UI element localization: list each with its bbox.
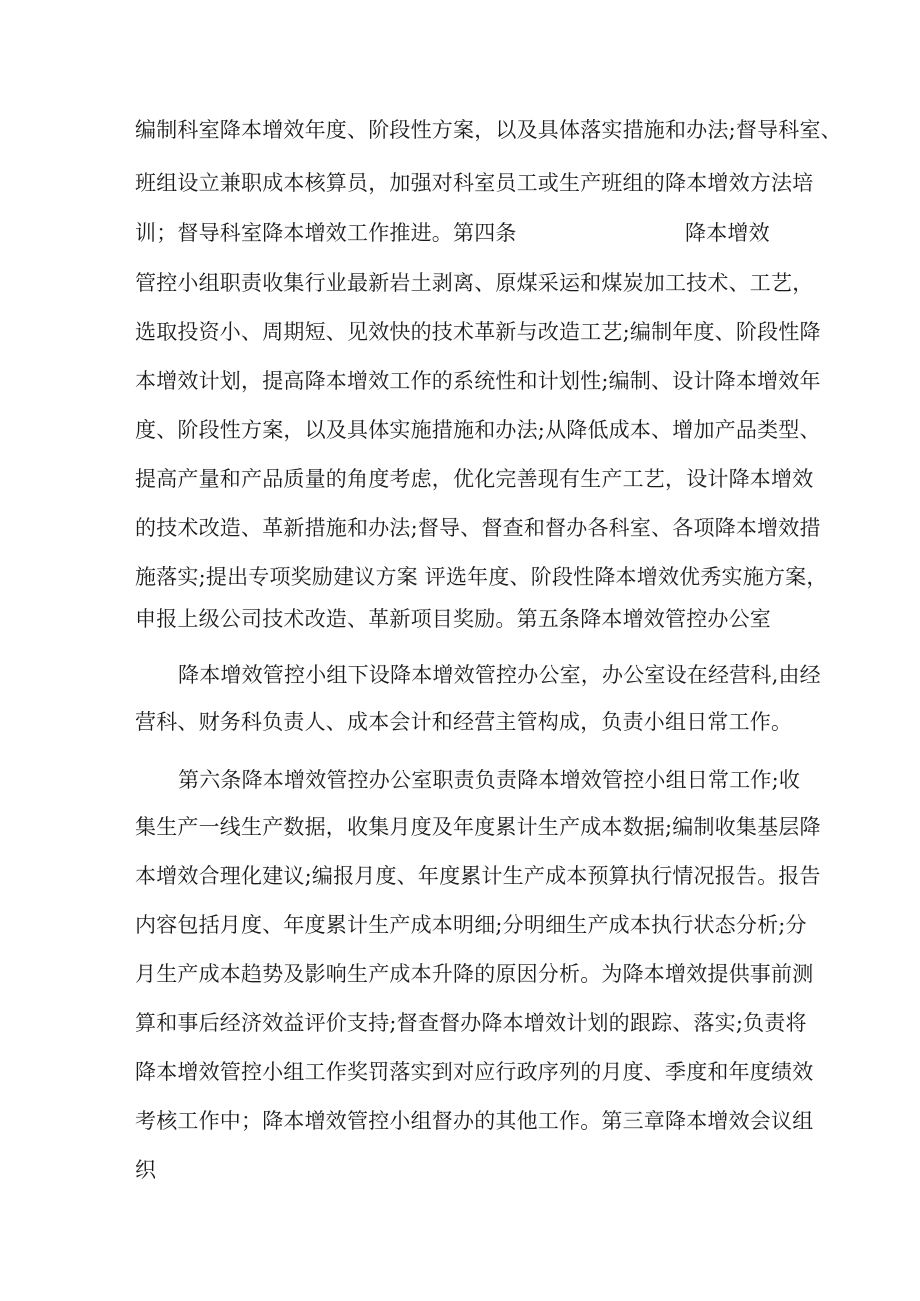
text-line: 提高产量和产品质量的角度考虑，优化完善现有生产工艺，设计降本增效 — [135, 467, 814, 491]
text-line: 班组设立兼职成本核算员，加强对科室员工或生产班组的降本增效方法培 — [135, 171, 814, 195]
text-line: 降本增效管控小组工作奖罚落实到对应行政序列的月度、季度和年度绩效 — [135, 1060, 814, 1084]
text-line: 训；督导科室降本增效工作推进。第四条 — [135, 221, 517, 245]
text-line: 营科、财务科负责人、成本会计和经营主管构成，负责小组日常工作。 — [135, 710, 793, 734]
text-line: 本增效计划，提高降本增效工作的系统性和计划性;编制、设计降本增效年 — [135, 369, 821, 393]
text-line: 织 — [135, 1158, 157, 1182]
text-line: 降本增效管控小组下设降本增效管控办公室，办公室设在经营科,由经 — [178, 663, 821, 687]
text-line: 集生产一线生产数据，收集月度及年度累计生产成本数据;编制收集基层降 — [135, 815, 821, 839]
text-line: 内容包括月度、年度累计生产成本明细;分明细生产成本执行状态分析;分 — [135, 913, 807, 937]
text-line: 施落实;提出专项奖励建议方案 评选年度、阶段性降本增效优秀实施方案， — [135, 565, 828, 589]
text-line: 申报上级公司技术改造、革新项目奖励。第五条降本增效管控办公室 — [135, 607, 771, 631]
text-line: 度、阶段性方案，以及具体实施措施和办法;从降低成本、增加产品类型、 — [135, 418, 821, 442]
text-line: 的技术改造、革新措施和办法;督导、督查和督办各科室、各项降本增效措 — [135, 516, 821, 540]
text-line: 本增效合理化建议;编报月度、年度累计生产成本预算执行情况报告。报告 — [135, 864, 821, 888]
text-line: 选取投资小、周期短、见效快的技术革新与改造工艺;编制年度、阶段性降 — [135, 320, 821, 344]
text-line: 第六条降本增效管控办公室职责负责降本增效管控小组日常工作;收 — [178, 768, 801, 792]
text-line: 考核工作中；降本增效管控小组督办的其他工作。第三章降本增效会议组 — [135, 1109, 814, 1133]
text-line: 算和事后经济效益评价支持;督查督办降本增效计划的跟踪、落实;负责将 — [135, 1011, 807, 1035]
text-line: 编制科室降本增效年度、阶段性方案，以及具体落实措施和办法;督导科室、 — [135, 118, 842, 142]
text-line: 管控小组职责收集行业最新岩土剥离、原煤采运和煤炭加工技术、工艺， — [135, 271, 814, 295]
text-line: 月生产成本趋势及影响生产成本升降的原因分析。为降本增效提供事前测 — [135, 962, 814, 986]
text-line: 降本增效 — [685, 221, 770, 245]
